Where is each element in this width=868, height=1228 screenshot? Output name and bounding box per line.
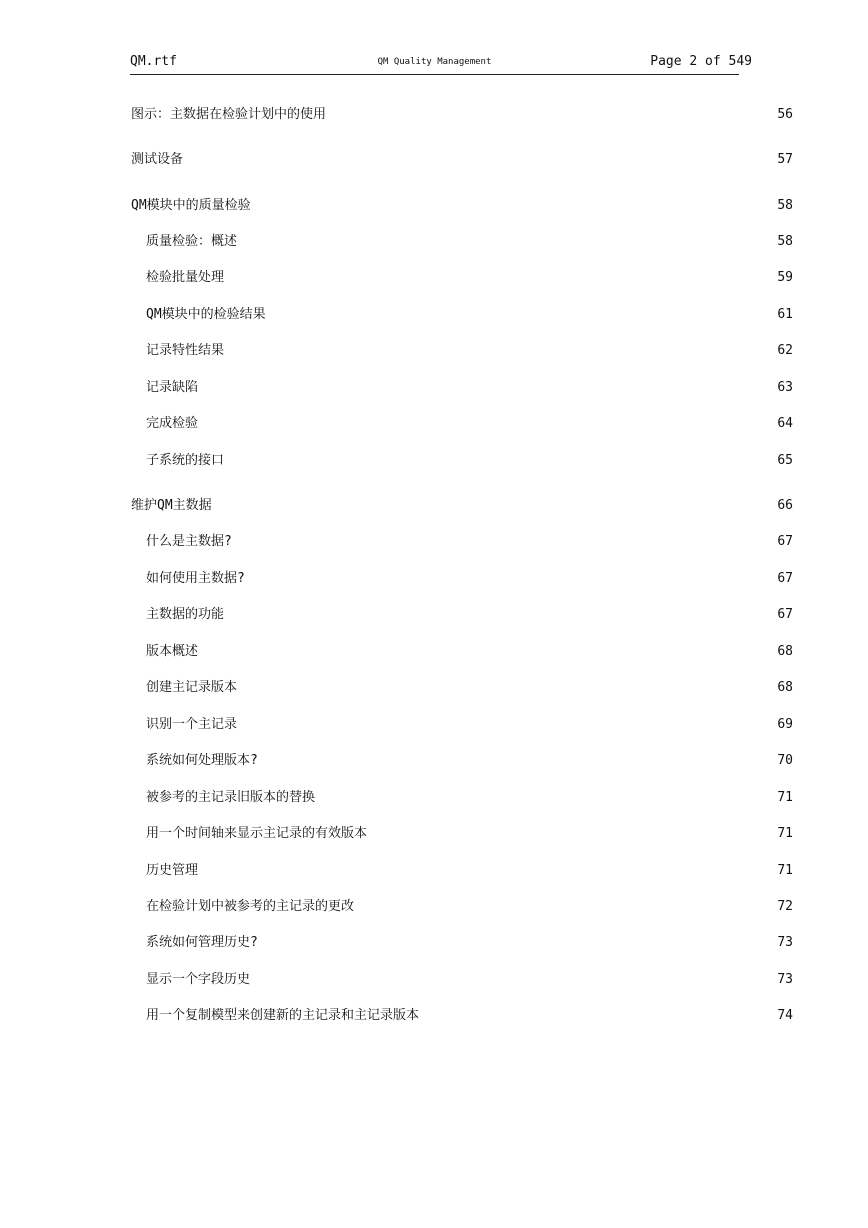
toc-entry-title: QM模块中的检验结果	[146, 307, 266, 322]
toc-entry-title: 维护QM主数据	[131, 498, 212, 513]
toc-entry[interactable]	[131, 788, 793, 808]
toc-entry[interactable]	[131, 569, 793, 589]
toc-entry-title: 用一个复制模型来创建新的主记录和主记录版本	[146, 1008, 420, 1023]
toc-entry-title: QM模块中的质量检验	[131, 198, 251, 213]
toc-entry-page-number: 67	[777, 571, 793, 586]
toc-entry-page-number: 65	[777, 453, 793, 468]
toc-entry-title: 图示：主数据在检验计划中的使用	[131, 107, 327, 122]
toc-entry-page-number: 58	[777, 234, 793, 249]
toc-entry-title: 在检验计划中被参考的主记录的更改	[146, 899, 355, 914]
toc-entry[interactable]	[131, 751, 793, 771]
toc-entry-title: 版本概述	[146, 644, 199, 659]
toc-entry-page-number: 71	[777, 790, 793, 805]
toc-entry-page-number: 73	[777, 972, 793, 987]
toc-entry[interactable]	[131, 532, 793, 552]
toc-entry-page-number: 68	[777, 680, 793, 695]
toc-entry-page-number: 62	[777, 343, 793, 358]
toc-entry[interactable]	[131, 897, 793, 917]
toc-entry[interactable]	[131, 715, 793, 735]
toc-entry-page-number: 58	[777, 198, 793, 213]
toc-entry[interactable]	[131, 605, 793, 625]
header-page-info: Page 2 of 549	[650, 54, 752, 69]
toc-entry-page-number: 59	[777, 270, 793, 285]
toc-entry-title: 创建主记录版本	[146, 680, 238, 695]
toc-entry[interactable]	[131, 678, 793, 698]
toc-entry[interactable]	[131, 232, 793, 252]
toc-entry-title: 检验批量处理	[146, 270, 225, 285]
toc-entry-page-number: 64	[777, 416, 793, 431]
toc-entry-title: 记录特性结果	[146, 343, 225, 358]
toc-entry-title: 用一个时间轴来显示主记录的有效版本	[146, 826, 368, 841]
page-header	[130, 54, 752, 75]
toc-entry[interactable]	[131, 268, 793, 288]
toc-entry-title: 完成检验	[146, 416, 199, 431]
toc-entry-page-number: 56	[777, 107, 793, 122]
toc-entry[interactable]	[131, 970, 793, 990]
toc-entry[interactable]	[131, 196, 793, 216]
toc-entry-title: 识别一个主记录	[146, 717, 238, 732]
toc-entry-title: 显示一个字段历史	[146, 972, 251, 987]
toc-entry[interactable]	[131, 414, 793, 434]
toc-entry-page-number: 63	[777, 380, 793, 395]
toc-entry[interactable]	[131, 105, 793, 125]
header-filename: QM.rtf	[130, 54, 177, 69]
toc-entry-title: 被参考的主记录旧版本的替换	[146, 790, 316, 805]
toc-entry-title: 主数据的功能	[146, 607, 225, 622]
toc-entry-page-number: 67	[777, 607, 793, 622]
toc-entry[interactable]	[131, 824, 793, 844]
toc-entry[interactable]	[131, 933, 793, 953]
header-doc-title: QM Quality Management	[377, 57, 492, 67]
toc-entry[interactable]	[131, 150, 793, 170]
toc-entry-title: 测试设备	[131, 152, 184, 167]
toc-entry-page-number: 73	[777, 935, 793, 950]
toc-entry-page-number: 71	[777, 826, 793, 841]
toc-entry-title: 什么是主数据?	[146, 534, 232, 549]
toc-entry[interactable]	[131, 305, 793, 325]
toc-entry-page-number: 68	[777, 644, 793, 659]
toc-entry-page-number: 61	[777, 307, 793, 322]
toc-entry[interactable]	[131, 1006, 793, 1026]
toc-entry-title: 记录缺陷	[146, 380, 199, 395]
toc-entry-page-number: 69	[777, 717, 793, 732]
toc-entry-title: 历史管理	[146, 863, 199, 878]
toc-entry[interactable]	[131, 378, 793, 398]
toc-entry-title: 质量检验：概述	[146, 234, 238, 249]
toc-entry-page-number: 74	[777, 1008, 793, 1023]
toc-entry-title: 子系统的接口	[146, 453, 225, 468]
toc-entry-page-number: 72	[777, 899, 793, 914]
toc-entry[interactable]	[131, 451, 793, 471]
toc-entry-page-number: 71	[777, 863, 793, 878]
toc-entry-page-number: 67	[777, 534, 793, 549]
toc-entry[interactable]	[131, 642, 793, 662]
toc-entry[interactable]	[131, 496, 793, 516]
toc-entry-title: 系统如何管理历史?	[146, 935, 258, 950]
toc-entry-title: 如何使用主数据?	[146, 571, 245, 586]
toc-entry[interactable]	[131, 861, 793, 881]
toc-entry-title: 系统如何处理版本?	[146, 753, 258, 768]
toc-entry-page-number: 57	[777, 152, 793, 167]
toc-entry-page-number: 66	[777, 498, 793, 513]
toc-entry[interactable]	[131, 341, 793, 361]
toc-entry-page-number: 70	[777, 753, 793, 768]
